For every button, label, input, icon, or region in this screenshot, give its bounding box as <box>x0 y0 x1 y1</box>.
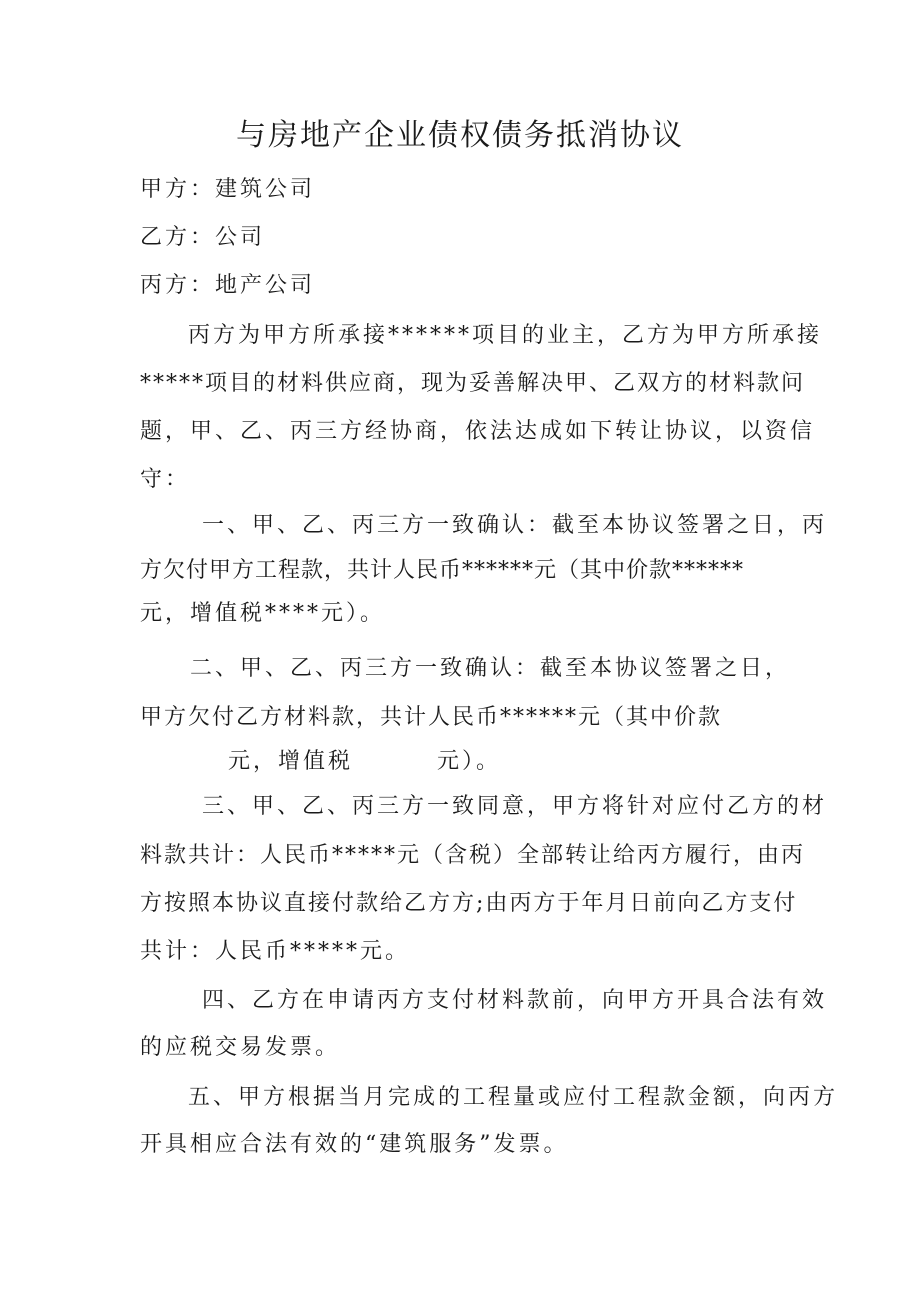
clause2-line-3a: 元，增值税 <box>228 749 354 774</box>
preamble-line-4: 守： <box>140 467 191 492</box>
document-title: 与房地产企业债权债务抵消协议 <box>236 118 684 153</box>
clause5-line-2: 开具相应合法有效的“建筑服务”发票。 <box>140 1132 569 1157</box>
clause2-line-2: 甲方欠付乙方材料款，共计人民币******元（其中价款 <box>140 705 723 730</box>
clause2-line-3b: 元）。 <box>437 749 502 774</box>
preamble-line-1: 丙方为甲方所承接******项目的业主，乙方为甲方所承接 <box>188 323 823 348</box>
clause3-line-3: 方按照本协议直接付款给乙方方;由丙方于年月日前向乙方支付 <box>140 891 798 916</box>
party-a: 甲方：建筑公司 <box>140 177 316 202</box>
clause1-line-1: 一、甲、乙、丙三方一致确认：截至本协议签署之日，丙 <box>202 513 828 538</box>
clause4-line-1: 四、乙方在申请丙方支付材料款前，向甲方开具合法有效 <box>202 988 828 1013</box>
preamble-line-2: *****项目的材料供应商，现为妥善解决甲、乙双方的材料款问 <box>140 371 806 396</box>
party-c: 丙方：地产公司 <box>140 273 316 298</box>
clause3-line-4: 共计：人民币*****元。 <box>140 939 411 964</box>
clause5-line-1: 五、甲方根据当月完成的工程量或应付工程款金额，向丙方 <box>188 1085 839 1110</box>
clause2-line-1: 二、甲、乙、丙三方一致确认：截至本协议签署之日， <box>190 656 791 681</box>
clause4-line-2: 的应税交易发票。 <box>140 1035 341 1060</box>
clause1-line-2: 方欠付甲方工程款，共计人民币******元（其中价款****** <box>140 558 745 583</box>
preamble-line-3: 题，甲、乙、丙三方经协商，依法达成如下转让协议，以资信 <box>140 419 816 444</box>
clause3-line-2: 料款共计：人民币*****元（含税）全部转让给丙方履行，由丙 <box>140 843 806 868</box>
clause1-line-3: 元，增值税****元）。 <box>140 601 386 626</box>
clause3-line-1: 三、甲、乙、丙三方一致同意，甲方将针对应付乙方的材 <box>202 794 828 819</box>
party-b: 乙方：公司 <box>140 225 266 250</box>
